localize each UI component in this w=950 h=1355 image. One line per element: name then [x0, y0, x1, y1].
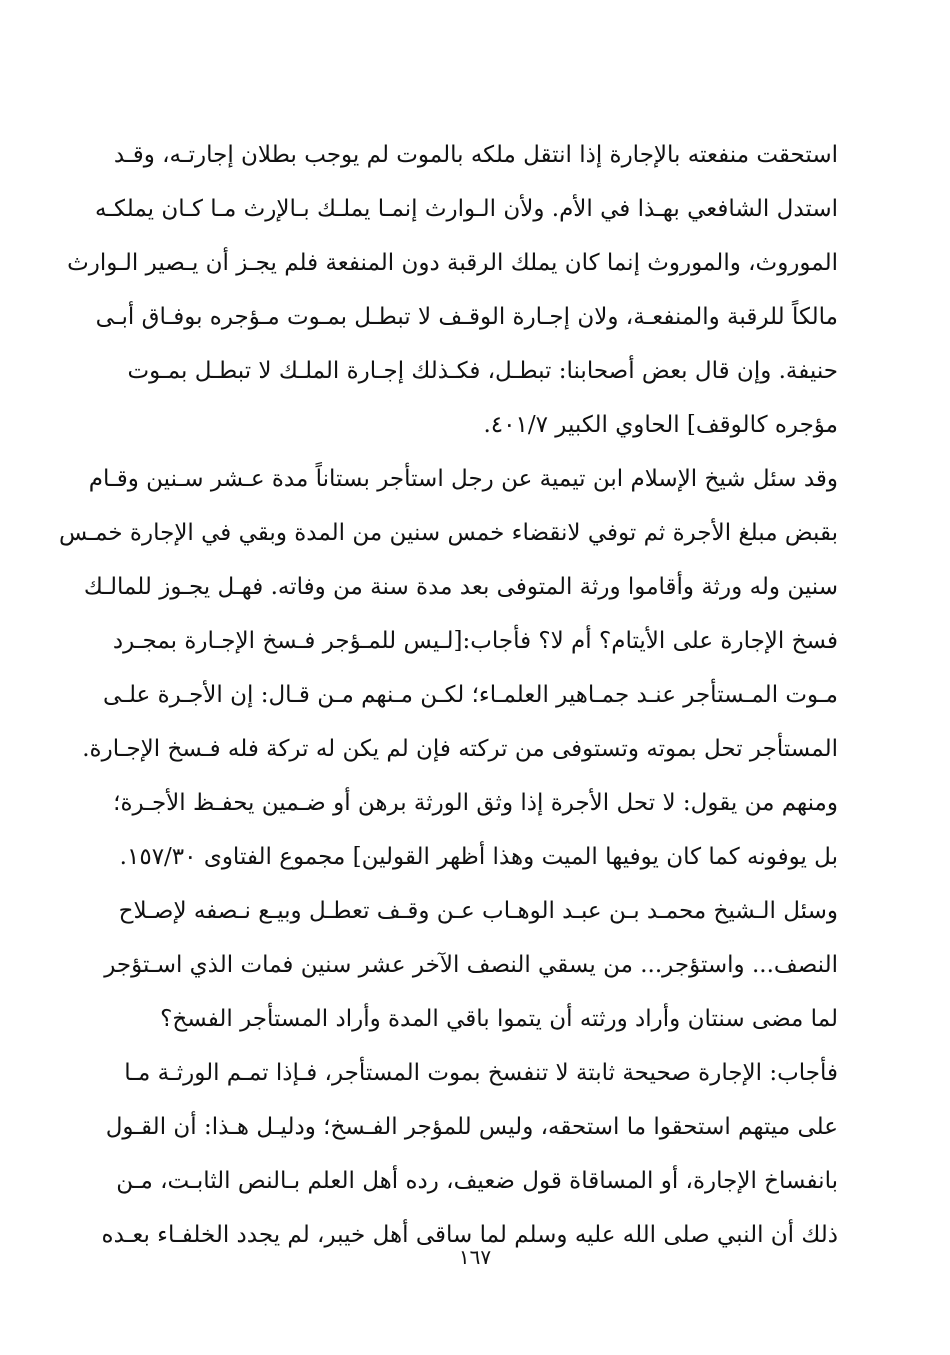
text-line-15: وسئل الـشيخ محمـد بـن عبـد الوهـاب عـن وقـف تعطـل وبيـع نـصفه لإصـلاح: [118, 898, 838, 924]
page-number: ١٦٧: [458, 1245, 492, 1269]
text-line-8: بقبض مبلغ الأجرة ثم توفي لانقضاء خمس سنين من المدة وبقي في الإجارة خمـس: [59, 520, 838, 546]
text-line-1: استحقت منفعته بالإجارة إذا انتقل ملكه بالموت لم يوجب بطلان إجارتـه، وقـد: [113, 142, 838, 168]
text-line-4: مالكاً للرقبة والمنفعـة، ولان إجـارة الوقـف لا تبطـل بمـوت مـؤجره بوفـاق أبـى: [95, 304, 838, 330]
text-line-9: سنين وله ورثة وأقاموا ورثة المتوفى بعد مدة سنة من وفاته. فهـل يجـوز للمالـك: [83, 574, 838, 600]
text-line-16: النصف... واستؤجر... من يسقي النصف الآخر عشر سنين فمات الذي اسـتؤجر: [104, 952, 838, 978]
text-line-13: ومنهم من يقول: لا تحل الأجرة إذا وثق الورثة برهن أو ضـمين يحفـظ الأجـرة؛: [113, 790, 838, 816]
text-line-5: حنيفة. وإن قال بعض أصحابنا: تبطـل، فكـذلك إجـارة الملـك لا تبطـل بمـوت: [127, 358, 838, 384]
text-line-10: فسخ الإجارة على الأيتام؟ أم لا؟ فأجاب:[لـيس للمـؤجر فـسخ الإجـارة بمجـرد: [112, 628, 838, 654]
text-line-18: فأجاب: الإجارة صحيحة ثابتة لا تنفسخ بموت المستأجر، فـإذا تمـم الورثـة مـا: [124, 1060, 838, 1086]
text-line-19: على ميتهم استحقوا ما استحقه، وليس للمؤجر الفـسخ؛ ودليـل هـذا: أن القـول: [105, 1114, 838, 1140]
text-line-7: وقد سئل شيخ الإسلام ابن تيمية عن رجل استأجر بستاناً مدة عـشر سـنين وقـام: [88, 466, 838, 492]
text-line-14: بل يوفونه كما كان يوفيها الميت وهذا أظهر القولين] مجموع الفتاوى ١٥٧/٣٠.: [119, 844, 838, 870]
text-line-21: ذلك أن النبي صلى الله عليه وسلم لما ساقى أهل خيبر، لم يجدد الخلفـاء بعـده: [101, 1222, 838, 1248]
body-text: [59, 128, 838, 1262]
text-line-20: بانفساخ الإجارة، أو المساقاة قول ضعيف، رده أهل العلم بـالنص الثابـت، مـن: [116, 1168, 838, 1194]
text-line-3: الموروث، والموروث إنما كان يملك الرقبة دون المنفعة فلم يجـز أن يـصير الـوارث: [67, 250, 838, 276]
text-line-6: مؤجره كالوقف] الحاوي الكبير ٤٠١/٧.: [483, 412, 838, 438]
text-line-11: مـوت المـستأجر عنـد جمـاهير العلمـاء؛ لكـن مـنهم مـن قـال: إن الأجـرة علـى: [103, 682, 838, 708]
text-line-12: المستأجر تحل بموته وتستوفى من تركته فإن لم يكن له تركة فله فـسخ الإجـارة.: [82, 736, 838, 762]
text-line-2: استدل الشافعي بهـذا في الأم. ولأن الـوارث إنمـا يملـك بـالإرث مـا كـان يملكـه: [94, 196, 838, 222]
text-line-17: لما مضى سنتان وأراد ورثته أن يتموا باقي المدة وأراد المستأجر الفسخ؟: [160, 1006, 838, 1032]
